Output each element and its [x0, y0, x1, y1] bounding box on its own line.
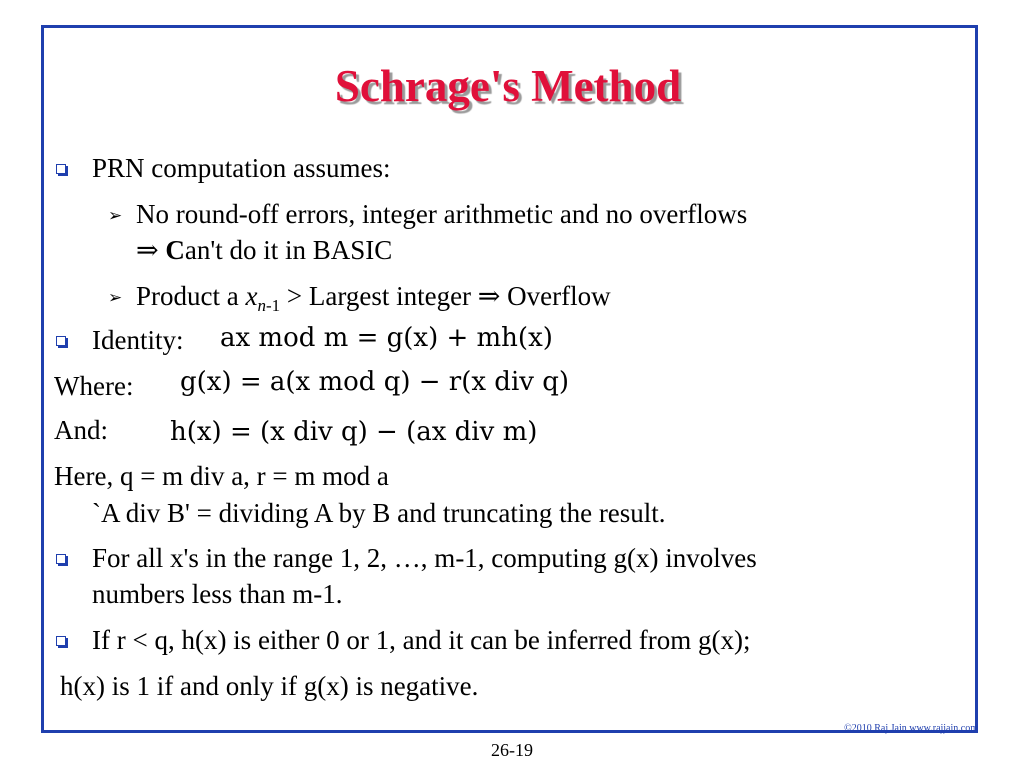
arrow-bullet-icon: ➢ — [108, 206, 123, 225]
square-bullet-icon — [56, 336, 66, 346]
sub-minus-one: -1 — [265, 296, 281, 315]
bullet-hx-negative: h(x) is 1 if and only if g(x) is negative. — [60, 671, 479, 701]
sub-bullet-basic — [136, 234, 392, 266]
sub-n: n — [257, 296, 266, 315]
sub-bullet-product — [136, 280, 611, 315]
implies-arrow: ⇒ — [136, 235, 159, 265]
square-bullet-icon — [56, 164, 66, 174]
and-formula: h(x) = (x div q) − (ax div m) — [170, 417, 538, 447]
identity-formula: ax mod m = g(x) + mh(x) — [220, 323, 553, 353]
arrow-bullet-icon: ➢ — [108, 288, 123, 307]
here-line: Here, q = m div a, r = m mod a — [54, 461, 389, 491]
identity-label: Identity: — [92, 325, 184, 355]
product-text: Product a — [136, 281, 246, 311]
bullet-prn-computation: PRN computation assumes: — [92, 153, 391, 183]
and-label: And: — [54, 415, 108, 445]
bold-c: C — [165, 235, 185, 265]
sub-bullet-no-roundoff: No round-off errors, integer arithmetic and no overflows — [136, 199, 748, 229]
square-bullet-icon — [56, 554, 66, 564]
where-label: Where: — [54, 371, 134, 401]
where-formula: g(x) = a(x mod q) − r(x div q) — [180, 367, 569, 397]
subscript — [257, 296, 280, 315]
copyright: ©2010 Raj Jain www.rajjain.com — [844, 723, 978, 734]
bullet-r-less-q: If r < q, h(x) is either 0 or 1, and it can be inferred from g(x); — [92, 625, 751, 655]
square-bullet-icon — [56, 636, 66, 646]
bullet-range-line1: For all x's in the range 1, 2, …, m-1, computing g(x) involves — [92, 543, 757, 573]
adiv-line: `A div B' = dividing A by B and truncating the result. — [92, 498, 666, 528]
page-number: 26-19 — [491, 740, 533, 760]
slide-title: Schrage's Method — [334, 61, 682, 111]
bullet-range-line2: numbers less than m-1. — [92, 579, 343, 609]
overflow-text: > Largest integer ⇒ Overflow — [280, 281, 611, 311]
basic-text: an't do it in BASIC — [184, 235, 393, 265]
var-x: x — [245, 281, 258, 311]
